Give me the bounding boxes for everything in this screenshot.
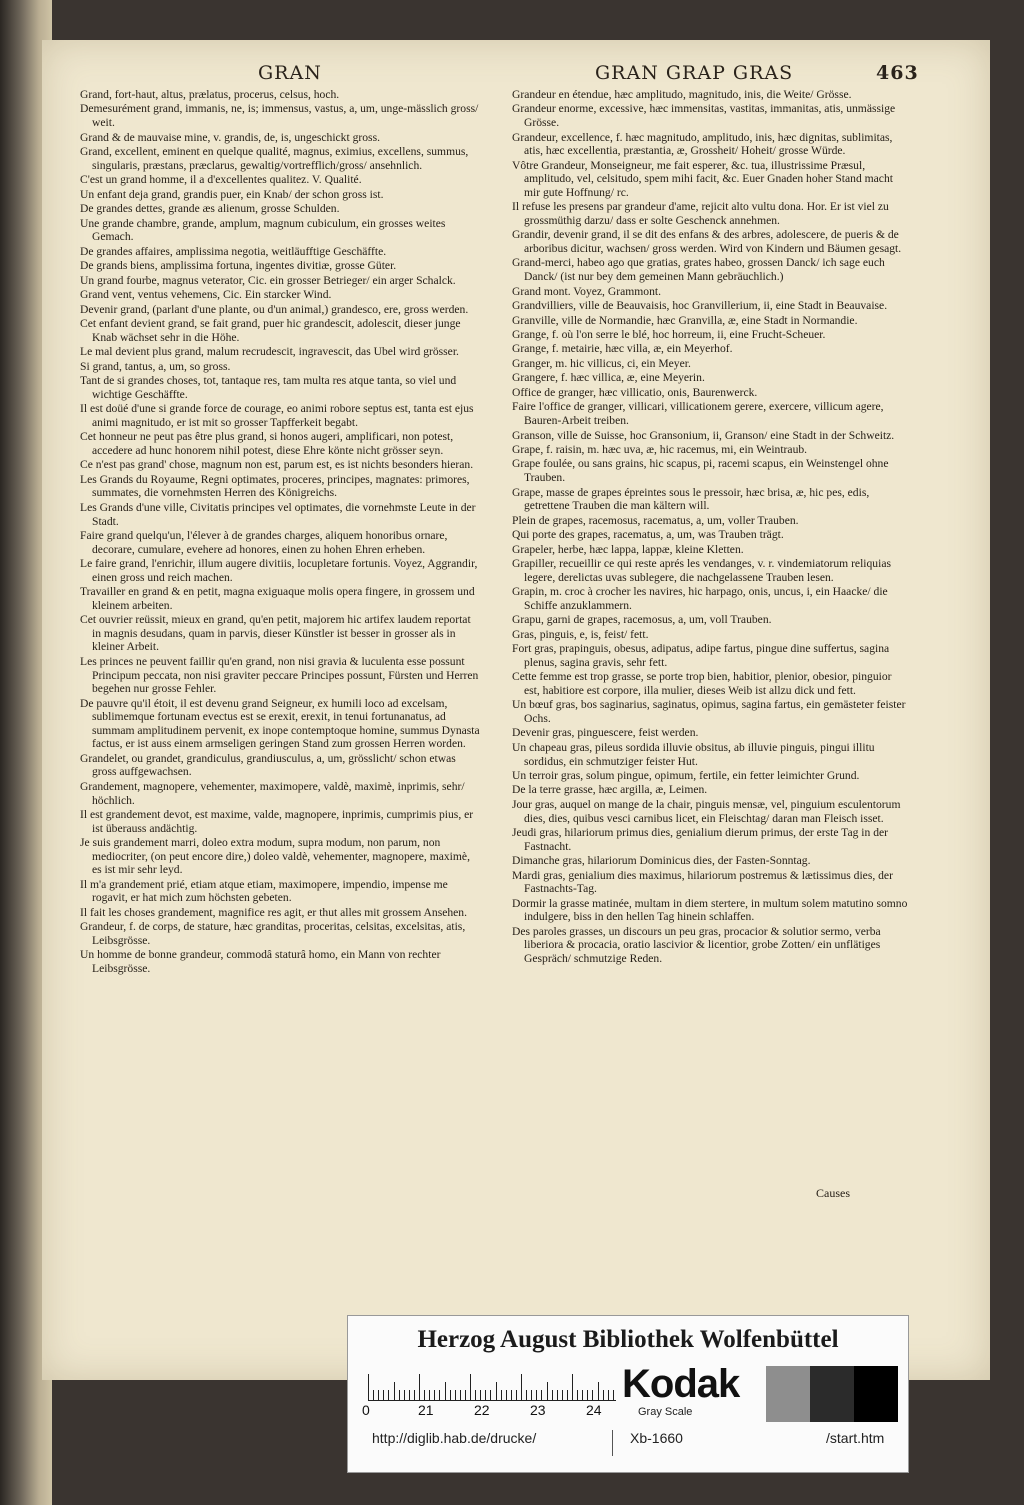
- catchword: Causes: [816, 1186, 850, 1200]
- ruler-tick: [404, 1390, 405, 1400]
- dictionary-entry: Des paroles grasses, un discours un peu gras, procacior & solutior sermo, verba liberiora & procacia, oratio lascivior & licentior, grobe Zotten/ ein unflätiges Gespräch/ schmutzige Reden.: [512, 924, 881, 965]
- ruler-tick: [516, 1390, 517, 1400]
- library-label: [347, 1315, 909, 1473]
- dictionary-entry: Qui porte des grapes, racematus, a, um, was Trauben trägt.: [512, 528, 784, 542]
- ruler-tick: [445, 1382, 446, 1400]
- ruler-tick: [582, 1390, 583, 1400]
- dictionary-entry: Un bœuf gras, bos saginarius, saginatus, opimus, sagina fartus, ein gemästeter feister Ochs.: [512, 698, 906, 725]
- ruler-tick: [409, 1390, 410, 1400]
- ruler-numbers: [362, 1402, 622, 1418]
- ruler-number: 0: [362, 1402, 370, 1418]
- dictionary-entry: Les princes ne peuvent faillir qu'en grand, non nisi gravia & luculenta esse possunt Principum peccata, non nisi graviter peccare Principes possunt, Fürsten und Herren begehen nur grosse Fehler.: [80, 654, 479, 696]
- dictionary-entry: De grandes affaires, amplissima negotia, weitläufftige Geschäffte.: [80, 244, 387, 258]
- ruler-tick: [455, 1390, 456, 1400]
- dictionary-entry: Grand, fort-haut, altus, prælatus, procerus, celsus, hoch.: [80, 88, 340, 101]
- gray-swatch-dark: [810, 1366, 854, 1422]
- dictionary-entry: Les Grands d'une ville, Civitatis principes vel optimates, die vornehmste Leute in der Stadt.: [80, 500, 476, 528]
- ruler-tick: [506, 1390, 507, 1400]
- dictionary-entry: Grange, f. metairie, hæc villa, æ, ein Meyerhof.: [512, 342, 733, 356]
- dictionary-entry: Les Grands du Royaume, Regni optimates, proceres, principes, magnates: primores, summates, die vornehmsten Herren des Königreichs.: [80, 472, 470, 500]
- dictionary-entry: Il est doüé d'une si grande force de courage, eo animi robore septus est, tanta est ejus animi magnitudo, er ist mit so grosser Tapfferkeit begabt.: [80, 402, 474, 429]
- ruler-tick: [587, 1390, 588, 1400]
- dictionary-entry: De la terre grasse, hæc argilla, æ, Leimen.: [512, 783, 708, 797]
- ruler-tick: [490, 1390, 491, 1400]
- ruler-tick: [378, 1390, 379, 1400]
- ruler-tick: [511, 1390, 512, 1400]
- dictionary-entry: Cet honneur ne peut pas être plus grand, si honos augeri, amplificari, non potest, accedere ad hunc honorem nihil potest, diese Ehre könte nicht grösser seyn.: [80, 430, 454, 457]
- dictionary-entry: De pauvre qu'il étoit, il est devenu grand Seigneur, ex humili loco ad excelsam, sublimemque fortunam evectus est se erexit, erexit, in tenui fortunanatus, ad summam amplitudinem pervenit, ex inope contemptoque homine, summus Dynasta factus, er ist auss einem armseligen geringen Stand zum grossen Herren worden.: [80, 696, 480, 751]
- dictionary-entry: Office de granger, hæc villicatio, onis, Baurenwerck.: [512, 385, 758, 399]
- dictionary-entry: Grandeur enorme, excessive, hæc immensitas, vastitas, immanitas, atis, unmässige Grösse.: [512, 102, 896, 130]
- dictionary-entry: Il fait les choses grandement, magnifice res agit, er thut alles mit grossem Ansehen.: [80, 905, 467, 919]
- ruler-number: 21: [418, 1402, 434, 1418]
- dictionary-entry: Grandelet, ou grandet, grandiculus, grandiusculus, a, um, grösslicht/ schon etwas gross auffgewachsen.: [80, 751, 456, 779]
- ruler-tick: [541, 1390, 542, 1400]
- ruler-tick: [567, 1390, 568, 1400]
- ruler-tick: [439, 1390, 440, 1400]
- ruler-tick: [465, 1390, 466, 1400]
- dictionary-entry: Grand, excellent, eminent en quelque qualité, magnus, eximius, excellens, summus, singularis, præstans, præclarus, gewaltig/vortrefflich/gross/ ansehnlich.: [80, 145, 469, 172]
- ruler-tick: [536, 1390, 537, 1400]
- ruler-tick: [592, 1390, 593, 1400]
- ruler-tick: [485, 1390, 486, 1400]
- dictionary-entry: Si grand, tantus, a, um, so gross.: [80, 359, 231, 373]
- ruler-tick: [424, 1390, 425, 1400]
- ruler-tick: [450, 1390, 451, 1400]
- ruler-tick: [419, 1374, 420, 1400]
- ruler-number: 24: [586, 1402, 602, 1418]
- right-column: [512, 88, 910, 966]
- dictionary-entry: Ce n'est pas grand' chose, magnum non est, parum est, es ist nichts besonders hieran.: [80, 458, 474, 472]
- page-number: 463: [876, 62, 919, 84]
- dictionary-entry: Grape foulée, ou sans grains, hic scapus, pi, racemi scapus, ein Weinstengel ohne Trauben.: [512, 457, 889, 485]
- ruler-tick: [434, 1390, 435, 1400]
- dictionary-entry: Grangere, f. hæc villica, æ, eine Meyerin.: [512, 371, 705, 385]
- label-divider: [612, 1430, 613, 1456]
- ruler-tick: [383, 1390, 384, 1400]
- dictionary-entry: Cet enfant devient grand, se fait grand, puer hic grandescit, adolescit, dieser junge Knab wächset sehr in die Höhe.: [80, 317, 461, 344]
- dictionary-entry: Une grande chambre, grande, amplum, magnum cubiculum, ein grosses weites Gemach.: [80, 216, 446, 244]
- dictionary-entry: Gras, pinguis, e, is, feist/ fett.: [512, 627, 649, 641]
- dictionary-entry: Grandir, devenir grand, il se dit des enfans & des arbres, adolescere, de pueris & de arboribus dicitur, wachsen/ gross werden. Wird von Kindern und Bäumen gesagt.: [512, 228, 902, 255]
- ruler-tick: [496, 1382, 497, 1400]
- dictionary-entry: Cette femme est trop grasse, se porte trop bien, habitior, plenior, obesior, pinguior est, habitiore est corpore, illa mulier, dieses Weib ist allzu dick und fett.: [512, 670, 892, 697]
- ruler-tick: [475, 1390, 476, 1400]
- dictionary-entry: Devenir gras, pinguescere, feist werden.: [512, 726, 699, 740]
- ruler-tick: [480, 1390, 481, 1400]
- gray-swatch-black: [854, 1366, 898, 1422]
- dictionary-entry: Grapiller, recueillir ce qui reste aprés les vendanges, v. r. vindemiatorum reliquias legere, derelictas uvas sublegere, die nachgelassene Trauben lesen.: [512, 557, 891, 584]
- dictionary-entry: Faire l'office de granger, villicari, villicationem gerere, exercere, villicum agere, Bauren-Arbeit treiben.: [512, 400, 884, 428]
- dictionary-entry: Grand mont. Voyez, Grammont.: [512, 284, 661, 298]
- ruler-tick: [373, 1390, 374, 1400]
- ruler-tick: [429, 1390, 430, 1400]
- dictionary-entry: Plein de grapes, racemosus, racematus, a, um, voller Trauben.: [512, 513, 799, 527]
- ruler-tick: [608, 1390, 609, 1400]
- ruler-tick: [399, 1390, 400, 1400]
- dictionary-entry: Grandeur, excellence, f. hæc magnitudo, amplitudo, inis, hæc dignitas, sublimitas, atis, hæc excellentia, præstantia, æ, Grossheit/ Hoheit/ grosse Würde.: [512, 130, 893, 158]
- dictionary-entry: Dormir la grasse matinée, multam in diem stertere, in multum solem matutino somno indulgere, biss in den hellen Tag hinein schlaffen.: [512, 896, 908, 924]
- dictionary-entry: Vôtre Grandeur, Monseigneur, me fait esperer, &c. tua, illustrissime Præsul, amplitudo, vel, celsitudo, spem mihi facit, &c. Euer Gnaden hoher Stand macht mir gute Hoffnung/ rc.: [512, 158, 893, 199]
- dictionary-entry: Grand & de mauvaise mine, v. grandis, de, is, ungeschickt gross.: [80, 130, 380, 144]
- dictionary-entry: Grandeur, f. de corps, de stature, hæc granditas, proceritas, celsitas, excelsitas, atis, Leibsgrösse.: [80, 920, 466, 947]
- dictionary-entry: Fort gras, prapinguis, obesus, adipatus, adipe fartus, pingue dine suffertus, sagina plenus, sagina gravis, sehr fett.: [512, 642, 890, 669]
- dictionary-entry: Un enfant deja grand, grandis puer, ein Knab/ der schon gross ist.: [80, 187, 384, 201]
- dictionary-entry: Grand-merci, habeo ago que gratias, grates habeo, grossen Danck/ ich sage euch Danck/ (ist nur bey dem gemeinen Mann gebräuchlich.): [512, 256, 885, 284]
- dictionary-entry: Devenir grand, (parlant d'une plante, ou d'un animal,) grandesco, ere, gross werden.: [80, 302, 469, 316]
- dictionary-entry: Travailler en grand & en petit, magna exiguaque molis opera fingere, in grossem und kleinem arbeiten.: [80, 585, 475, 612]
- dictionary-entry: Il m'a grandement prié, etiam atque etiam, maximopere, impendio, impense me rogavit, er hat mich zum höchsten gebeten.: [80, 877, 448, 905]
- dictionary-entry: Mardi gras, genialium dies maximus, hilariorum postremus & lætissimus dies, der Fastnachts-Tag.: [512, 868, 893, 896]
- ruler-tick: [547, 1382, 548, 1400]
- dictionary-entry: Demesurément grand, immanis, ne, is; immensus, vastus, a, um, unge-mässlich gross/ weit.: [80, 102, 479, 130]
- dictionary-entry: Grape, f. raisin, m. hæc uva, æ, hic racemus, mi, ein Weintraub.: [512, 442, 808, 456]
- dictionary-entry: Grandement, magnopere, vehementer, maximopere, valdè, maximè, inprimis, sehr/ höchlich.: [80, 779, 465, 807]
- dictionary-entry: Grapu, garni de grapes, racemosus, a, um, voll Trauben.: [512, 613, 772, 627]
- ruler-tick: [394, 1382, 395, 1400]
- library-url: http://diglib.hab.de/drucke/: [372, 1430, 537, 1446]
- dictionary-entry: Grapeler, herbe, hæc lappa, lappæ, kleine Kletten.: [512, 542, 744, 556]
- dictionary-entry: De grandes dettes, grande æs alienum, grosse Schulden.: [80, 202, 340, 216]
- dictionary-entry: C'est un grand homme, il a d'excellentes qualitez. V. Qualité.: [80, 173, 362, 187]
- ruler-number: 23: [530, 1402, 546, 1418]
- ruler-tick: [598, 1382, 599, 1400]
- gray-scale-label: Gray Scale: [638, 1406, 693, 1418]
- ruler-tick: [526, 1390, 527, 1400]
- dictionary-entry: Un grand fourbe, magnus veterator, Cic. ein grosser Betrieger/ ein arger Schalck.: [80, 273, 456, 287]
- ruler-tick: [577, 1390, 578, 1400]
- dictionary-entry: Un chapeau gras, pileus sordida illuvie obsitus, ab illuvie pinguis, pingui illitu sordidus, ein schmutziger feister Hut.: [512, 740, 875, 768]
- ruler-tick: [552, 1390, 553, 1400]
- dictionary-entry: Il est grandement devot, est maxime, valde, magnopere, inprimis, cumprimis pius, er ist überauss andächtig.: [80, 808, 474, 835]
- ruler-tick: [388, 1390, 389, 1400]
- scale-ruler: [368, 1368, 616, 1401]
- ruler-tick: [557, 1390, 558, 1400]
- dictionary-entry: Un terroir gras, solum pingue, opimum, fertile, ein fetter leimichter Grund.: [512, 769, 860, 782]
- dictionary-entry: Granville, ville de Normandie, hæc Granvilla, æ, eine Stadt in Normandie.: [512, 313, 858, 327]
- library-title: Herzog August Bibliothek Wolfenbüttel: [417, 1326, 839, 1353]
- dictionary-entry: De grands biens, amplissima fortuna, ingentes divitiæ, grosse Güter.: [80, 259, 397, 273]
- ruler-tick: [368, 1374, 369, 1400]
- dictionary-entry: Je suis grandement marri, doleo extra modum, supra modum, non parum, non mediocriter, (on peut encore dire,) doleo valdè, vehementer, magnopere, maximè, es ist mir sehr leyd.: [80, 836, 470, 877]
- dictionary-entry: Faire grand quelqu'un, l'élever à de grandes charges, aliquem honoribus ornare, decorare, cumulare, evehere ad honores, einen zu hohen Ehren erheben.: [80, 529, 448, 556]
- dictionary-entry: Le faire grand, l'enrichir, illum augere divitiis, locupletare fortunis. Voyez, Aggrandir, einen gross und reich machen.: [80, 557, 478, 584]
- ruler-number: 22: [474, 1402, 490, 1418]
- dictionary-entry: Le mal devient plus grand, malum recrudescit, ingravescit, das Ubel wird grösser.: [80, 345, 459, 359]
- gray-swatch-light: [766, 1366, 810, 1422]
- start-link: /start.htm: [826, 1430, 885, 1446]
- dictionary-entry: Grange, f. où l'on serre le blé, hoc horreum, ii, eine Frucht-Scheuer.: [512, 328, 826, 341]
- dictionary-entry: Tant de si grandes choses, tot, tantaque res, tam multa res atque tanta, so viel und wichtige Geschäffte.: [80, 374, 457, 401]
- dictionary-entry: Il refuse les presens par grandeur d'ame, rejicit alto vultu dona. Hor. Er ist viel zu grossmüthig darzu/ dass er solte Geschenck annehmen.: [512, 200, 889, 227]
- dictionary-entry: Grandvilliers, ville de Beauvaisis, hoc Granvillerium, ii, eine Stadt in Beauvaise.: [512, 299, 888, 313]
- dictionary-entry: Granger, m. hic villicus, ci, ein Meyer.: [512, 356, 691, 370]
- dictionary-entry: Granson, ville de Suisse, hoc Gransonium, ii, Granson/ eine Stadt in der Schweitz.: [512, 428, 895, 442]
- ruler-tick: [572, 1374, 573, 1400]
- ruler-tick: [531, 1390, 532, 1400]
- left-column: [80, 88, 482, 976]
- dictionary-entry: Grandeur en étendue, hæc amplitudo, magnitudo, inis, die Weite/ Grösse.: [512, 88, 852, 101]
- dictionary-entry: Jeudi gras, hilariorum primus dies, genialium dierum primus, der erste Tag in der Fastnacht.: [512, 826, 889, 853]
- ruler-tick: [521, 1374, 522, 1400]
- ruler-tick: [470, 1374, 471, 1400]
- dictionary-entry: Dimanche gras, hilariorum Dominicus dies, der Fasten-Sonntag.: [512, 854, 811, 868]
- dictionary-entry: Un homme de bonne grandeur, commodâ staturâ homo, ein Mann von rechter Leibsgrösse.: [80, 948, 441, 975]
- kodak-logo: Kodak: [622, 1362, 740, 1406]
- running-head-left: GRAN: [258, 62, 322, 84]
- dictionary-entry: Jour gras, auquel on mange de la chair, pinguis mensæ, vel, pinguium esculentorum dies, dies, quibus vesci carnibus licet, ein Fleischtag/ daran man Fleisch isset.: [512, 797, 901, 825]
- dictionary-entry: Grapin, m. croc à crocher les navires, hic harpago, onis, uncus, i, ein Haacke/ die Schiffe anzuklammern.: [512, 585, 888, 612]
- ruler-tick: [501, 1390, 502, 1400]
- dictionary-entry: Grape, masse de grapes épreintes sous le pressoir, hæc brisa, æ, hic pes, edis, getrettene Trauben die man kältern will.: [512, 485, 870, 513]
- ruler-tick: [613, 1390, 614, 1400]
- ruler-tick: [460, 1390, 461, 1400]
- ruler-tick: [603, 1390, 604, 1400]
- ruler-tick: [562, 1390, 563, 1400]
- running-head-right: GRAN GRAP GRAS: [595, 62, 794, 84]
- dictionary-entry: Cet ouvrier reüssit, mieux en grand, qu'en petit, majorem hic artifex laudem reportat in magnis desudans, quam in parvis, dieser Künstler ist besser in grosser als in kleiner Arbeit.: [80, 613, 471, 654]
- dictionary-entry: Grand vent, ventus vehemens, Cic. Ein starcker Wind.: [80, 288, 332, 302]
- ruler-tick: [414, 1390, 415, 1400]
- shelfmark: Xb-1660: [630, 1430, 683, 1446]
